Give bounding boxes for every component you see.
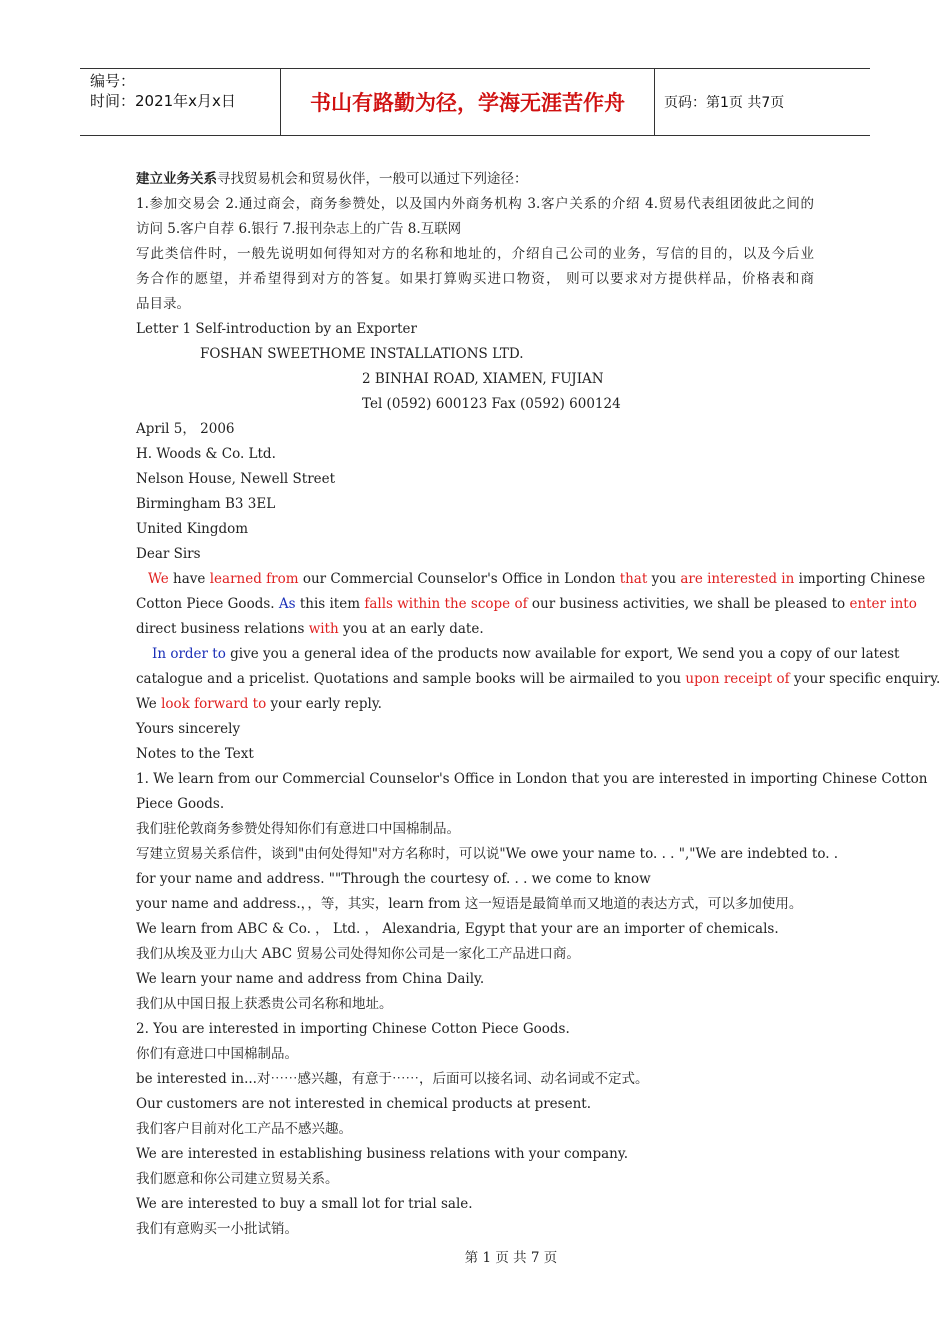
phrase: catalogue and a pricelist. Quotations and sample books will be airmailed to you: [136, 671, 686, 687]
phrase: your early reply.: [266, 696, 382, 712]
letter-para1-line2: [136, 592, 917, 617]
recipient-line: H. Woods & Co. Ltd.: [136, 446, 276, 462]
note-line: 我们从中国日报上获悉贵公司名称和地址。: [136, 996, 393, 1012]
phrase: that: [619, 571, 648, 587]
text-line: 访问 5.客户自荐 6.银行 7.报刊杂志上的广告 8.互联网: [136, 221, 462, 237]
salutation: Dear Sirs: [136, 546, 201, 562]
phrase: As: [278, 596, 296, 612]
page-header: [80, 68, 870, 136]
note-line: We learn your name and address from China Daily.: [136, 971, 485, 987]
letter-para2-line3: [136, 692, 814, 717]
note-line: We learn from ABC & Co. ， Ltd. ， Alexandria, Egypt that your are an importer of chemicals.: [136, 921, 779, 937]
letter-para2-line1: [136, 642, 900, 667]
note-line: 我们客户目前对化工产品不感兴趣。: [136, 1121, 352, 1137]
letter-company: FOSHAN SWEETHOME INSTALLATIONS LTD.: [200, 346, 524, 362]
note-line: for your name and address. ""Through the courtesy of. . . we come to know: [136, 871, 651, 887]
phrase: We: [136, 696, 162, 712]
note-line: be interested in...对⋯⋯感兴趣，有意于⋯⋯，后面可以接名词、动名词或不定式。: [136, 1071, 649, 1087]
header-motto: 书山有路勤为径，学海无涯苦作舟: [281, 69, 655, 135]
phrase: are interested in: [680, 571, 795, 587]
phrase: have: [168, 571, 210, 587]
phrase: this item: [295, 596, 365, 612]
letter-title: Letter 1 Self-introduction by an Exporter: [136, 321, 417, 337]
note-line: 我们愿意和你公司建立贸易关系。: [136, 1171, 339, 1187]
notes-title: Notes to the Text: [136, 746, 254, 762]
phrase: your specific enquiry.: [789, 671, 941, 687]
phrase: look forward to: [161, 696, 267, 712]
intro-text: 寻找贸易机会和贸易伙伴，一般可以通过下列途径：: [217, 171, 528, 187]
phrase: Cotton Piece Goods.: [136, 596, 279, 612]
letter-closing: Yours sincerely: [136, 721, 241, 737]
note-line: Piece Goods.: [136, 796, 225, 812]
phrase: our Commercial Counselor's Office in London: [298, 571, 620, 587]
phrase: importing Chinese: [794, 571, 926, 587]
note-line: Our customers are not interested in chemical products at present.: [136, 1096, 591, 1112]
letter-date: April 5， 2006: [136, 421, 235, 437]
text-line: 品目录。: [136, 296, 190, 312]
phrase: We: [148, 571, 169, 587]
letter-address: 2 BINHAI ROAD, XIAMEN, FUJIAN: [362, 371, 604, 387]
phrase: give you a general idea of the products now available for export, We send you a copy of our latest: [225, 646, 900, 662]
letter-telfax: Tel (0592) 600123 Fax (0592) 600124: [362, 396, 621, 412]
note-line: 你们有意进口中国棉制品。: [136, 1046, 298, 1062]
letter-para1-line3: [136, 617, 814, 642]
phrase: learned from: [209, 571, 299, 587]
recipient-line: United Kingdom: [136, 521, 249, 537]
note-line: 我们驻伦敦商务参赞处得知你们有意进口中国棉制品。: [136, 821, 460, 837]
note-line: 我们有意购买一小批试销。: [136, 1221, 298, 1237]
section-heading: 建立业务关系: [136, 171, 217, 187]
phrase: with: [308, 621, 339, 637]
phrase: you: [647, 571, 681, 587]
recipient-line: Nelson House, Newell Street: [136, 471, 336, 487]
letter-para2-line2: [136, 667, 941, 692]
phrase: upon receipt of: [685, 671, 790, 687]
recipient-line: Birmingham B3 3EL: [136, 496, 276, 512]
note-line: your name and address.，，等，其实，learn from 这一短语是最简单而又地道的表达方式，可以多加使用。: [136, 896, 803, 912]
page-footer: 第 1 页 共 7 页: [464, 1250, 558, 1266]
phrase: falls within the scope of: [364, 596, 528, 612]
note-line: 1. We learn from our Commercial Counselor's Office in London that you are interested in importing Chinese Cotton: [136, 771, 928, 787]
text-line: 1.参加交易会 2.通过商会，商务参赞处，以及国内外商务机构 3.客户关系的介绍 4.贸易代表组团彼此之间的: [136, 196, 814, 212]
phrase: you at an early date.: [338, 621, 484, 637]
note-line: 我们从埃及亚力山大 ABC 贸易公司处得知你公司是一家化工产品进口商。: [136, 946, 580, 962]
document-body: [136, 167, 941, 1242]
phrase: enter into: [849, 596, 917, 612]
intro-line: [136, 167, 814, 192]
serial-label: 编号：: [90, 72, 136, 90]
note-line: We are interested to buy a small lot for trial sale.: [136, 1196, 473, 1212]
letter-para1-line1: [136, 567, 926, 592]
phrase: direct business relations: [136, 621, 309, 637]
header-meta: [80, 69, 281, 135]
text-line: 务合作的愿望，并希望得到对方的答复。如果打算购买进口物资， 则可以要求对方提供样品，价格表和商: [136, 271, 814, 287]
date-label: 时间：2021年x月x日: [90, 92, 236, 110]
phrase: our business activities, we shall be pleased to: [527, 596, 850, 612]
header-page-info: 页码：第1页 共7页: [664, 95, 785, 111]
note-line: We are interested in establishing business relations with your company.: [136, 1146, 629, 1162]
note-line: 2. You are interested in importing Chinese Cotton Piece Goods.: [136, 1021, 570, 1037]
note-line: 写建立贸易关系信件，谈到"由何处得知"对方名称时，可以说"We owe your name to. . . ","We are indebted to. .: [136, 846, 839, 862]
text-line: 写此类信件时，一般先说明如何得知对方的名称和地址的，介绍自己公司的业务，写信的目的，以及今后业: [136, 246, 814, 262]
phrase: In order to: [152, 646, 226, 662]
